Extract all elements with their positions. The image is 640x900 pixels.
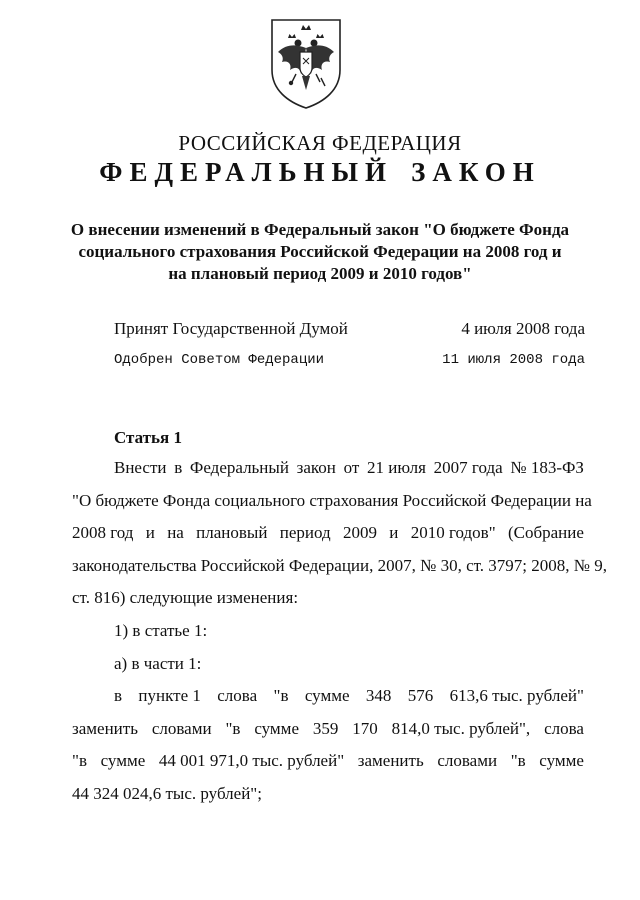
article-word: "О бюджете Фонда социального страхования Российской Федерации на [72, 490, 592, 510]
article-word: 2009 [342, 523, 377, 543]
article-word: 44 324 024,6 тыс. рублей"; [72, 783, 262, 803]
article-body [72, 452, 607, 811]
article-word: 21 июля [367, 458, 426, 477]
article-word: 359 [312, 718, 339, 738]
article-word: заменить [72, 718, 138, 738]
article-word: 44 001 971,0 тыс. рублей" [158, 751, 345, 771]
article-word: слова [217, 686, 258, 706]
article-word: 613,6 тыс. рублей" [449, 686, 584, 706]
article-word: 1) в статье 1: [114, 620, 208, 640]
article-word: словами [151, 718, 212, 738]
article-word: 2010 годов" [410, 523, 496, 543]
article-word: № 183-ФЗ [510, 458, 584, 477]
article-word: в [174, 458, 183, 477]
country-name: РОССИЙСКАЯ ФЕДЕРАЦИЯ [178, 131, 462, 155]
article-line [72, 550, 607, 583]
coat-of-arms-icon [268, 18, 344, 110]
article-word: сумме [100, 751, 146, 771]
article-word: период [279, 523, 331, 543]
law-title [70, 219, 570, 285]
article-word: сумме [304, 686, 350, 706]
document-type-word-1: ФЕДЕРАЛЬНЫЙ [99, 157, 394, 187]
duma-adoption-label: Принят Государственной Думой [114, 319, 348, 338]
article-word: 814,0 тыс. рублей", [391, 718, 531, 738]
article-word: на [167, 523, 184, 543]
article-word: "в [273, 686, 289, 706]
article-line [72, 713, 584, 746]
duma-adoption-date: 4 июля 2008 года [461, 319, 585, 338]
article-line [72, 452, 584, 485]
article-line [72, 648, 584, 681]
article-word: а) в части 1: [114, 653, 202, 673]
article-word: ст. 816) следующие изменения: [72, 588, 299, 608]
article-word: 2007 года [433, 458, 503, 477]
law-title-line: О внесении изменений в Федеральный закон "О бюджете Фонда [70, 220, 570, 239]
article-word: 576 [407, 686, 434, 706]
article-word: от [343, 458, 360, 477]
article-word: пункте 1 [138, 686, 201, 706]
article-word: словами [437, 751, 498, 771]
article-line [72, 485, 592, 518]
article-word: плановый [196, 523, 268, 543]
article-word: и [145, 523, 155, 543]
article-word: 170 [352, 718, 378, 738]
article-word: Федеральный [189, 458, 289, 477]
article-line [72, 745, 584, 778]
article-line [72, 680, 584, 713]
law-title-line: на плановый период 2009 и 2010 годов" [168, 264, 472, 283]
article-word: "в [72, 751, 87, 771]
article-line [72, 615, 584, 648]
article-word: "в [225, 718, 241, 738]
article-line [72, 582, 584, 615]
article-line [72, 517, 584, 550]
article-word: 2008 год [72, 523, 134, 543]
council-approval-date: 11 июля 2008 года [442, 352, 585, 368]
article-word: (Собрание [507, 523, 584, 543]
article-word: сумме [254, 718, 299, 738]
article-word: закон [296, 458, 336, 477]
document-type-word-2: ЗАКОН [411, 157, 541, 187]
law-title-line: социального страхования Российской Федерации на 2008 год и [78, 242, 562, 261]
article-heading: Статья 1 [114, 428, 182, 447]
article-word: "в [510, 751, 526, 771]
article-word: заменить [357, 751, 424, 771]
article-word: сумме [539, 751, 584, 771]
article-word: 348 [365, 686, 392, 706]
article-word: законодательства Российской Федерации, 2007, № 30, ст. 3797; 2008, № 9, [72, 555, 607, 575]
council-approval-label: Одобрен Советом Федерации [114, 352, 325, 368]
article-word: Внести [114, 458, 167, 477]
article-line [72, 778, 584, 811]
article-word: и [389, 523, 399, 543]
article-word: в [114, 686, 123, 706]
article-word: слова [544, 718, 584, 738]
document-type [0, 157, 640, 188]
